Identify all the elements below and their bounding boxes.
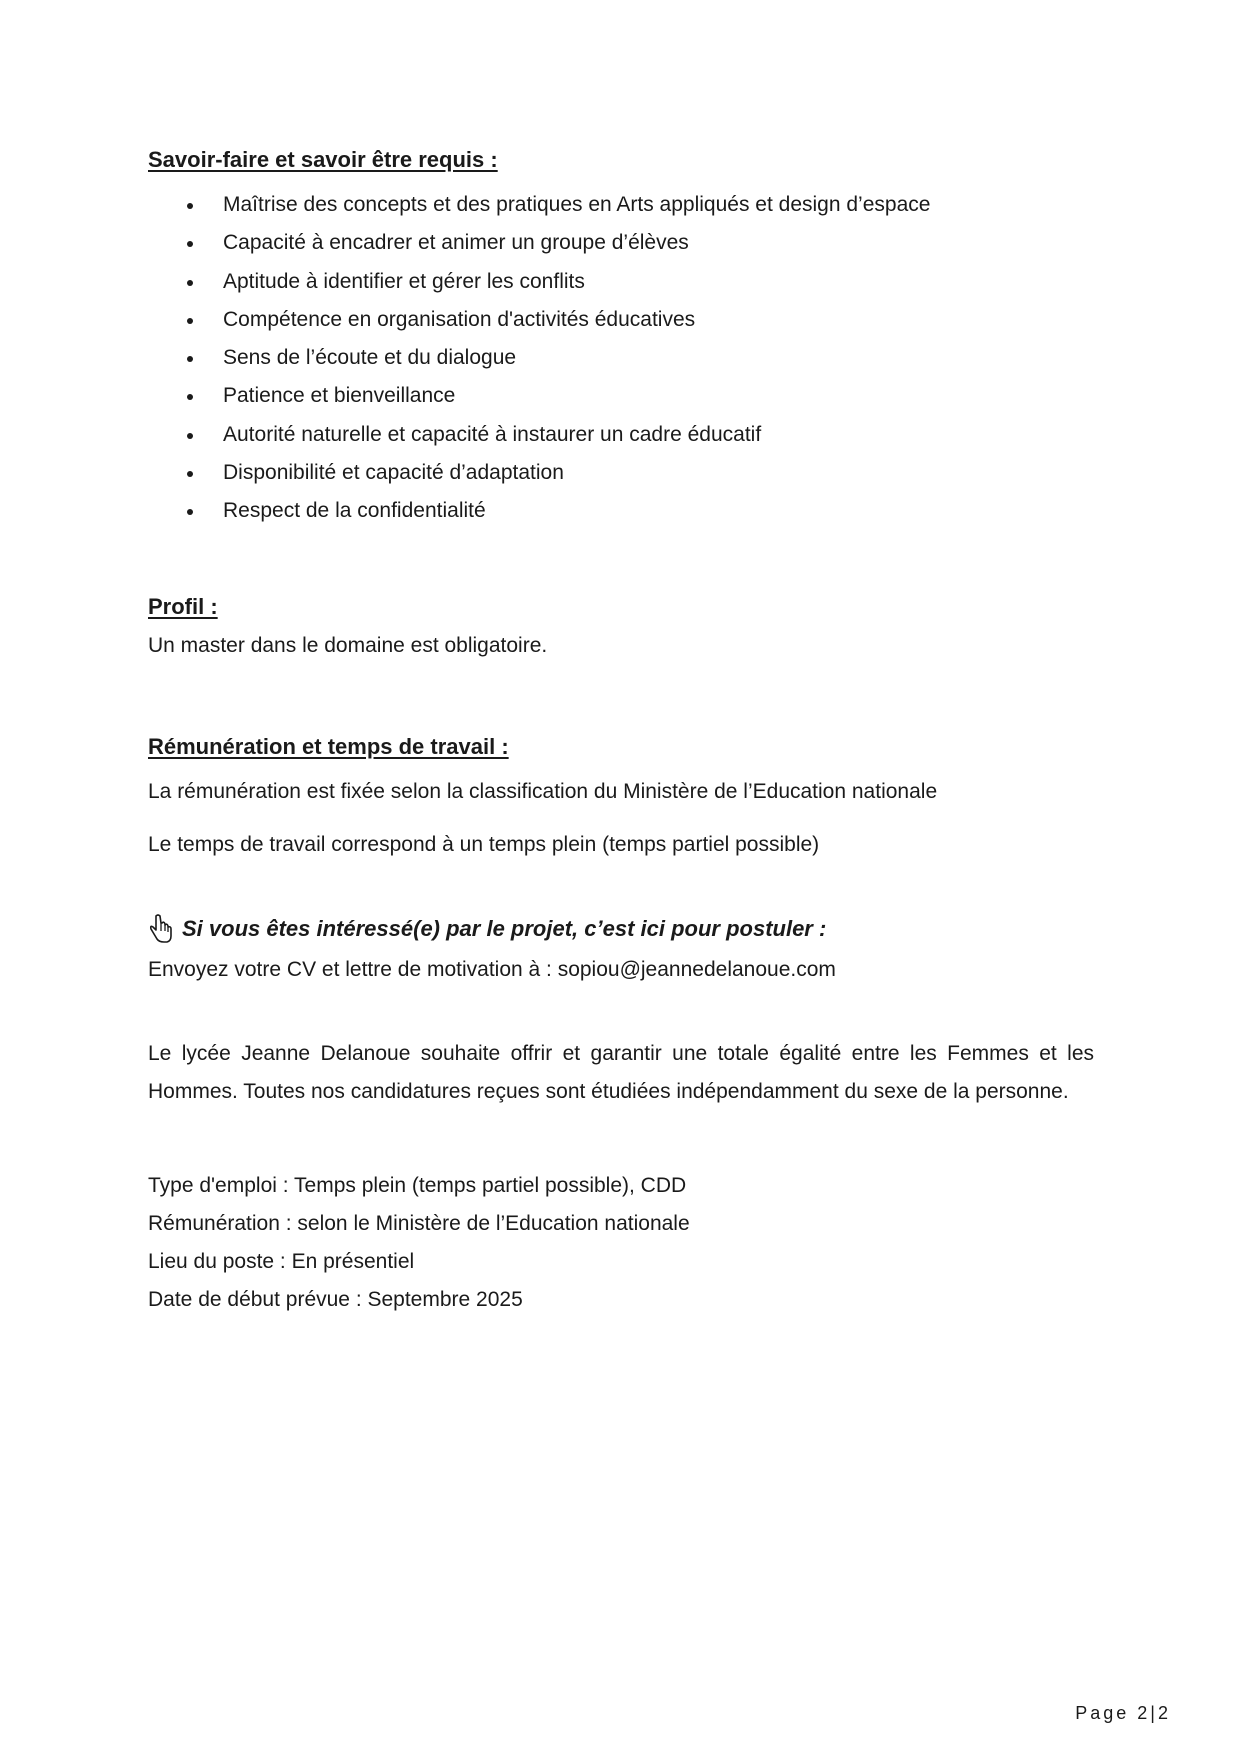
bullet-icon bbox=[187, 394, 193, 400]
list-item-text: Disponibilité et capacité d’adaptation bbox=[223, 461, 564, 485]
list-item-text: Autorité naturelle et capacité à instaurer un cadre éducatif bbox=[223, 422, 762, 446]
skills-heading: Savoir-faire et savoir être requis : bbox=[148, 147, 498, 172]
list-item-text: Compétence en organisation d'activités éducatives bbox=[223, 307, 696, 331]
summary-start: Date de début prévue : Septembre 2025 bbox=[148, 1288, 523, 1311]
summary-location: Lieu du poste : En présentiel bbox=[148, 1250, 415, 1273]
list-item-text: Aptitude à identifier et gérer les conflits bbox=[223, 269, 585, 293]
summary-type: Type d'emploi : Temps plein (temps partiel possible), CDD bbox=[148, 1174, 687, 1197]
bullet-icon bbox=[187, 356, 193, 362]
list-item-text: Respect de la confidentialité bbox=[223, 499, 486, 523]
profile-heading: Profil : bbox=[148, 594, 218, 619]
list-item-text: Patience et bienveillance bbox=[223, 384, 456, 408]
profile-text: Un master dans le domaine est obligatoire. bbox=[148, 634, 548, 657]
pointing-hand-down-icon bbox=[148, 914, 174, 944]
apply-heading: Si vous êtes intéressé(e) par le projet, c’est ici pour postuler : bbox=[182, 916, 827, 941]
bullet-icon bbox=[187, 318, 193, 324]
apply-text: Envoyez votre CV et lettre de motivation à : sopiou@jeannedelanoue.com bbox=[148, 958, 836, 981]
apply-heading-row bbox=[148, 914, 826, 944]
bullet-icon bbox=[187, 471, 193, 477]
bullet-icon bbox=[187, 509, 193, 515]
list-item-text: Capacité à encadrer et animer un groupe d’élèves bbox=[223, 231, 689, 255]
equality-statement: Le lycée Jeanne Delanoue souhaite offrir et garantir une totale égalité entre les Femmes et les Hommes. Toutes nos candidatures reçues sont étudiées indépendamment du sexe de la personne. bbox=[148, 1042, 1094, 1103]
bullet-icon bbox=[187, 280, 193, 286]
list-item-text: Sens de l’écoute et du dialogue bbox=[223, 346, 517, 370]
bullet-icon bbox=[187, 203, 193, 209]
bullet-icon bbox=[187, 241, 193, 247]
pay-line-1: La rémunération est fixée selon la classification du Ministère de l’Education nationale bbox=[148, 780, 938, 803]
bullet-icon bbox=[187, 433, 193, 439]
pay-heading: Rémunération et temps de travail : bbox=[148, 734, 509, 759]
pay-line-2: Le temps de travail correspond à un temps plein (temps partiel possible) bbox=[148, 833, 820, 856]
list-item-text: Maîtrise des concepts et des pratiques en Arts appliqués et design d’espace bbox=[223, 193, 931, 216]
page-number: Page 2|2 bbox=[1075, 1703, 1171, 1723]
summary-pay: Rémunération : selon le Ministère de l’Education nationale bbox=[148, 1212, 690, 1235]
